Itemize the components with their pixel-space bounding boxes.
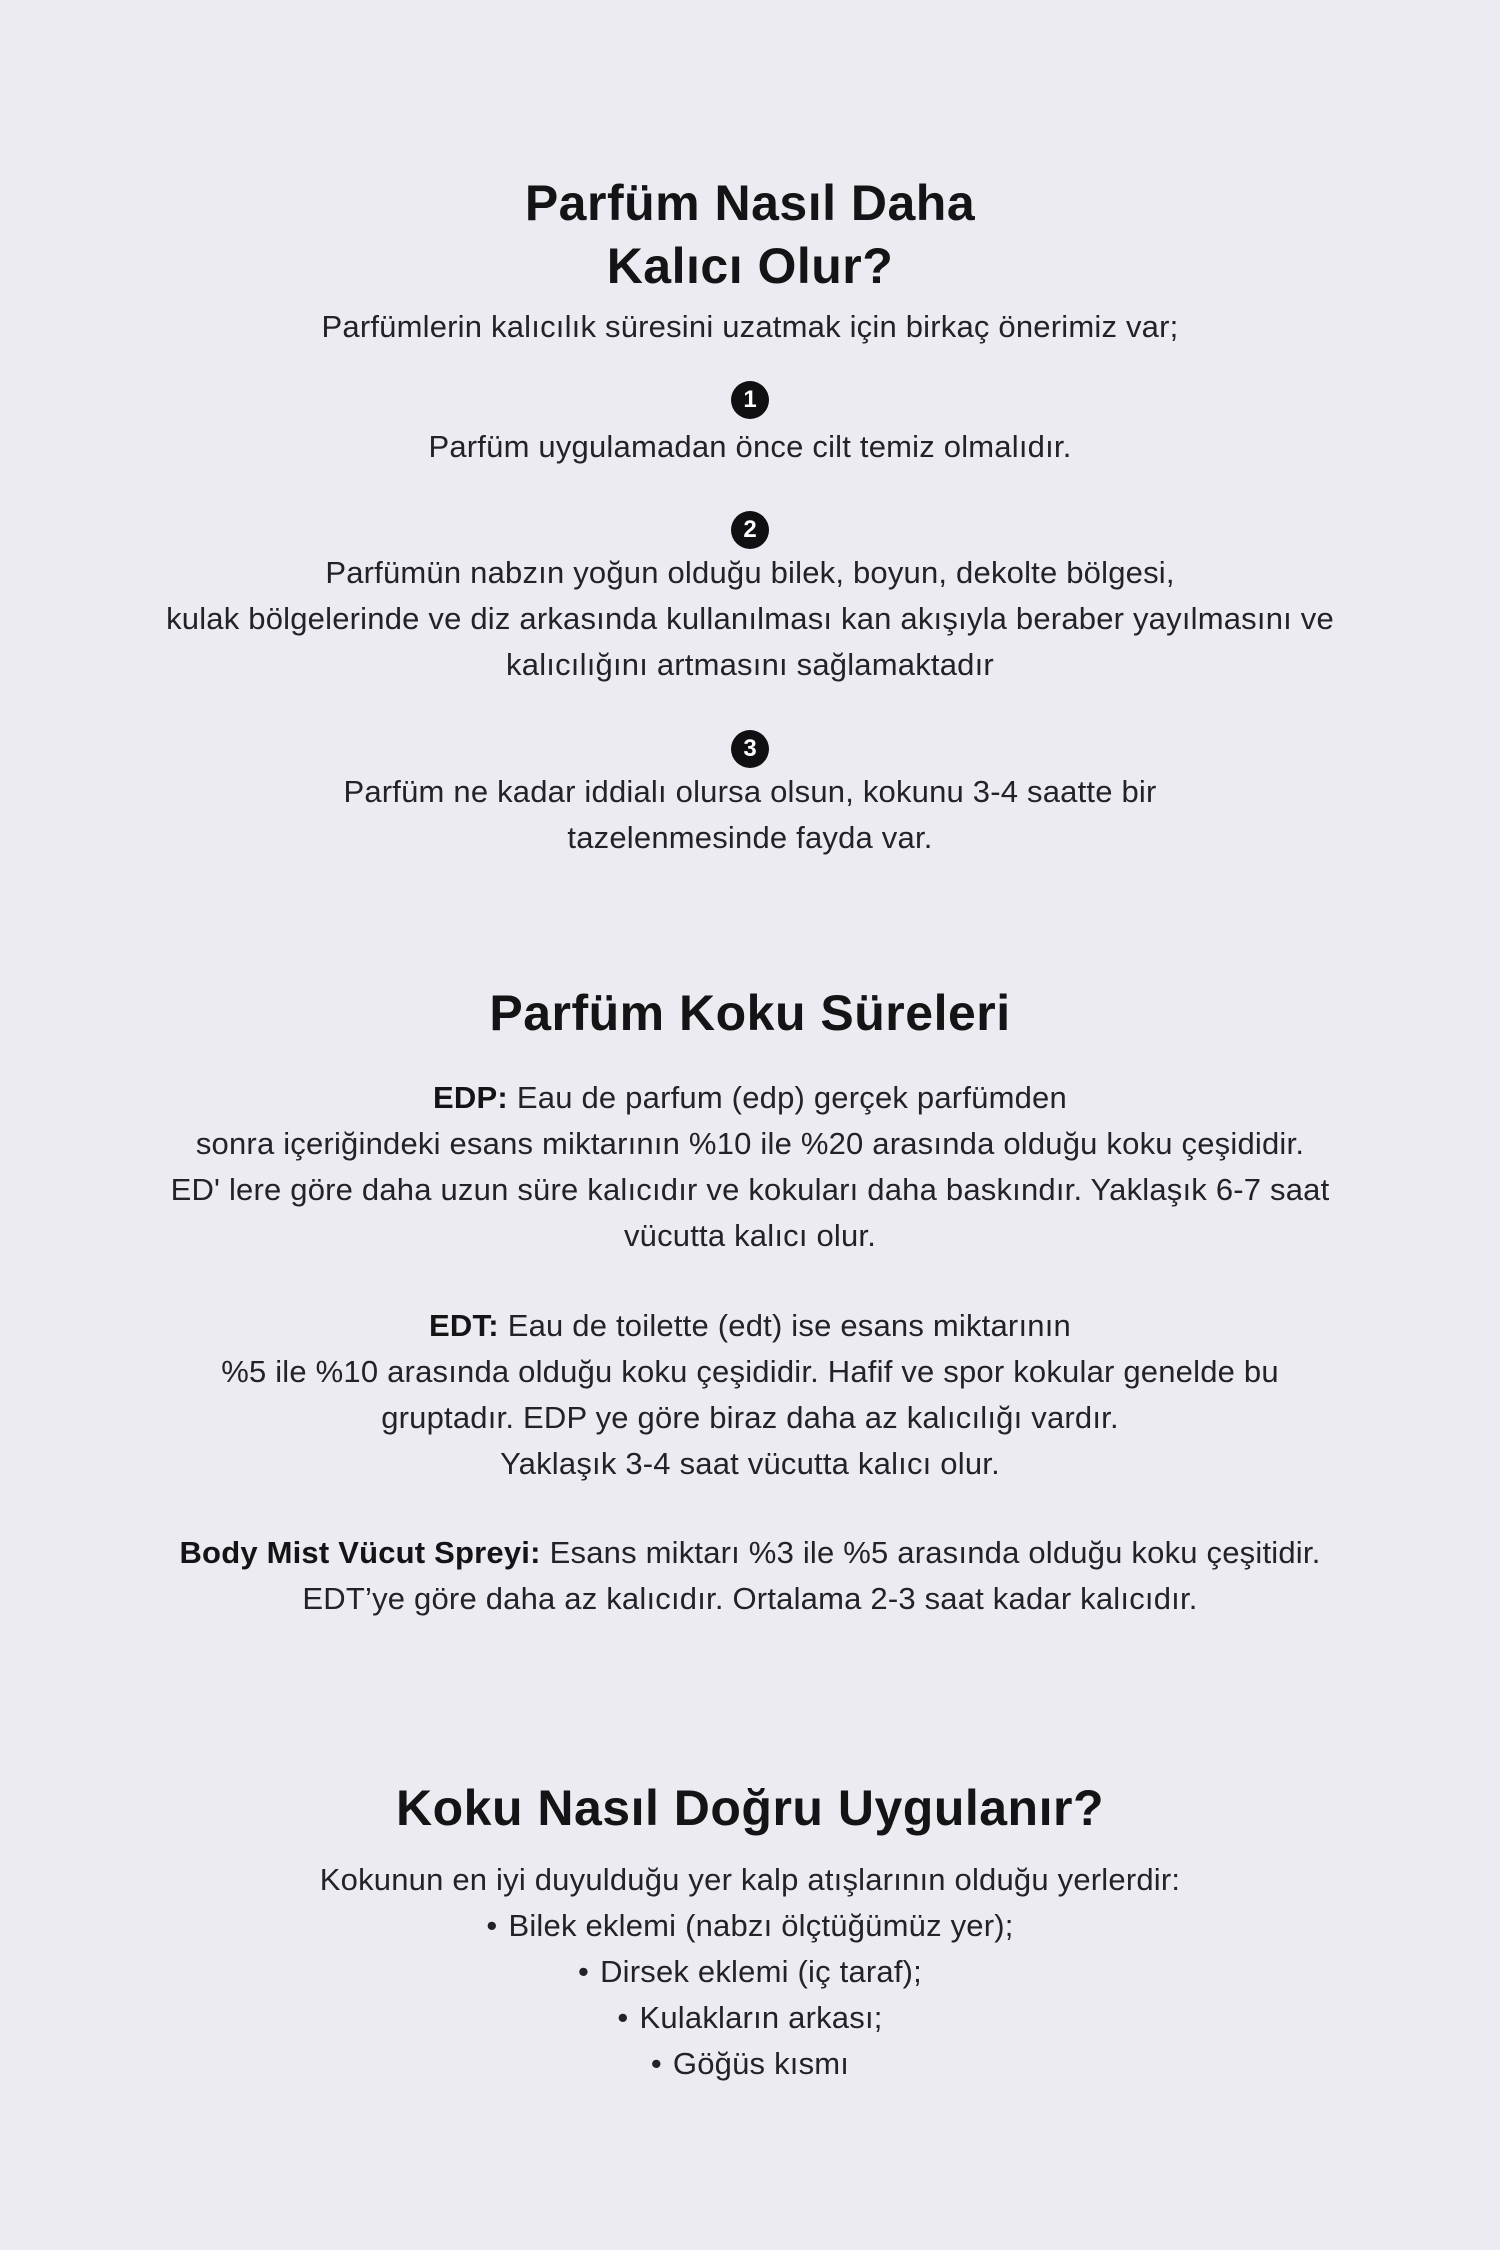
paragraph-line: %5 ile %10 arasında olduğu koku çeşididir. Hafif ve spor kokular genelde bu	[221, 1354, 1279, 1389]
step-text	[30, 424, 1470, 470]
page-title	[30, 172, 1470, 298]
intro-subtitle: Parfümlerin kalıcılık süresini uzatmak için birkaç önerimiz var;	[321, 309, 1179, 344]
paragraph-text: Eau de toilette (edt) ise esans miktarının	[507, 1308, 1071, 1343]
bullet-item	[30, 2041, 1470, 2087]
step-number-badge: 2	[731, 511, 769, 549]
page-title-line: Kalıcı Olur?	[606, 238, 894, 294]
bullet-item	[30, 1949, 1470, 1995]
bullet-item	[30, 1903, 1470, 1949]
bullet-icon: •	[486, 1908, 498, 1943]
bullet-item-text: Kulakların arkası;	[639, 2000, 883, 2035]
paragraph-line: vücutta kalıcı olur.	[623, 1218, 877, 1253]
bullet-item-text: Bilek eklemi (nabzı ölçtüğümüz yer);	[508, 1908, 1014, 1943]
step-3	[30, 730, 1470, 861]
page-title-line: Parfüm Nasıl Daha	[524, 175, 976, 231]
bullet-icon: •	[578, 1954, 590, 1989]
paragraph-text: Esans miktarı %3 ile %5 arasında olduğu koku çeşitidir.	[549, 1535, 1321, 1570]
durations-section-heading: Parfüm Koku Süreleri	[489, 985, 1011, 1041]
paragraph-text: Eau de parfum (edp) gerçek parfümden	[516, 1080, 1067, 1115]
edp-label: EDP:	[433, 1080, 508, 1115]
step-number-badge: 3	[731, 730, 769, 768]
step-text-line: kalıcılığını artmasını sağlamaktadır	[506, 647, 994, 682]
paragraph-line: Yaklaşık 3-4 saat vücutta kalıcı olur.	[500, 1446, 1000, 1481]
step-text	[30, 550, 1470, 688]
bullet-item	[30, 1995, 1470, 2041]
paragraph-line: gruptadır. EDP ye göre biraz daha az kalıcılığı vardır.	[381, 1400, 1119, 1435]
bullet-item-text: Dirsek eklemi (iç taraf);	[600, 1954, 922, 1989]
step-text-line: Parfüm ne kadar iddialı olursa olsun, kokunu 3-4 saatte bir	[343, 774, 1157, 809]
paragraph-line: EDT’ye göre daha az kalıcıdır. Ortalama 2-3 saat kadar kalıcıdır.	[302, 1581, 1198, 1616]
bullet-icon: •	[617, 2000, 629, 2035]
bullet-item-text: Göğüs kısmı	[672, 2046, 850, 2081]
paragraph-line	[30, 1075, 1470, 1121]
step-text-line: tazelenmesinde fayda var.	[567, 820, 933, 855]
edt-paragraph	[30, 1303, 1470, 1487]
step-2	[30, 511, 1470, 688]
step-text	[30, 769, 1470, 861]
step-1	[30, 381, 1470, 470]
body-mist-label: Body Mist Vücut Spreyi:	[179, 1535, 541, 1570]
body-mist-paragraph	[30, 1530, 1470, 1622]
edt-label: EDT:	[429, 1308, 499, 1343]
paragraph-line	[30, 1303, 1470, 1349]
step-text-line: Parfümün nabzın yoğun olduğu bilek, boyun, dekolte bölgesi,	[325, 555, 1175, 590]
bullet-icon: •	[650, 2046, 662, 2081]
paragraph-line	[30, 1530, 1470, 1576]
edp-paragraph	[30, 1075, 1470, 1259]
application-text	[30, 1857, 1470, 2087]
application-intro-line: Kokunun en iyi duyulduğu yer kalp atışlarının olduğu yerlerdir:	[319, 1862, 1181, 1897]
step-text-line: Parfüm uygulamadan önce cilt temiz olmalıdır.	[428, 429, 1072, 464]
step-number-badge: 1	[731, 381, 769, 419]
application-section-heading: Koku Nasıl Doğru Uygulanır?	[395, 1780, 1104, 1836]
page-content	[30, 0, 1470, 2087]
paragraph-line: ED' lere göre daha uzun süre kalıcıdır ve kokuları daha baskındır. Yaklaşık 6-7 saat	[170, 1172, 1330, 1207]
paragraph-line: sonra içeriğindeki esans miktarının %10 ile %20 arasında olduğu koku çeşididir.	[195, 1126, 1305, 1161]
step-text-line: kulak bölgelerinde ve diz arkasında kullanılması kan akışıyla beraber yayılmasını ve	[166, 601, 1334, 636]
